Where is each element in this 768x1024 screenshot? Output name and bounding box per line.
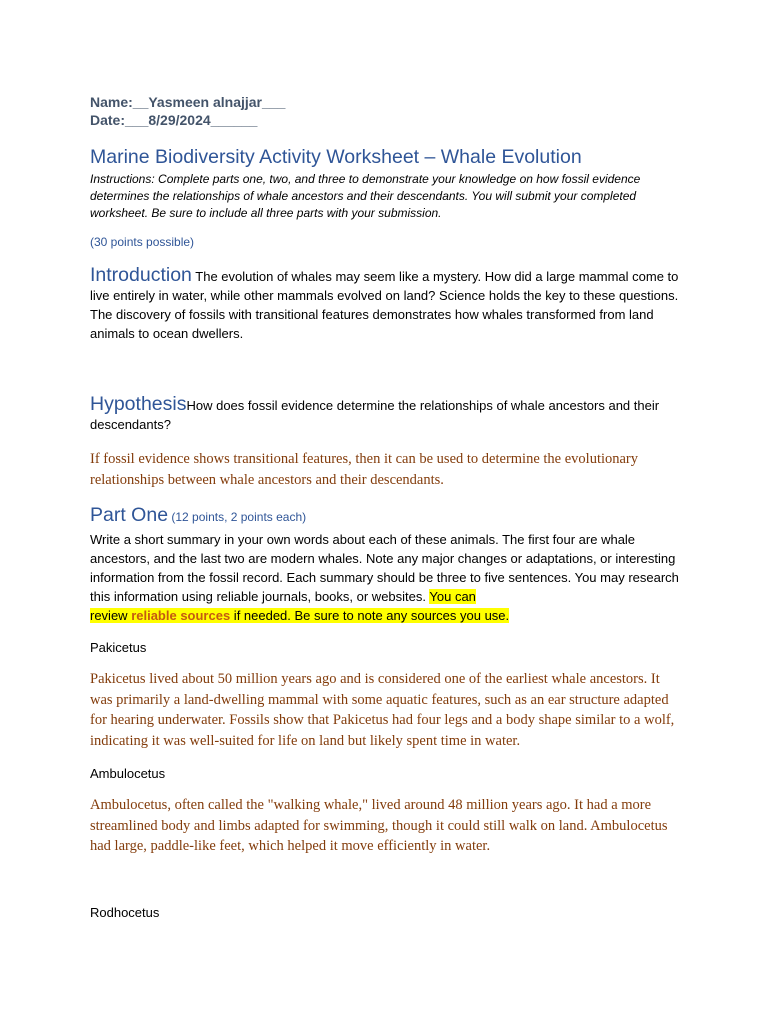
hypothesis-heading: Hypothesis	[90, 393, 187, 415]
animal-summary-ambulocetus: Ambulocetus, often called the "walking whale," lived around 48 million years ago. It had a more streamlined body and limbs adapted for swimming, though it could still walk on land. Ambulocetus had large, paddle-like feet, which helped it move efficiently in water.	[90, 797, 668, 854]
part-one-points: (12 points, 2 points each)	[168, 510, 307, 524]
hypothesis-section	[90, 395, 680, 434]
date-line: Date:___8/29/2024______	[90, 112, 258, 128]
animal-name-ambulocetus: Ambulocetus	[90, 766, 166, 781]
instructions-text: Instructions: Complete parts one, two, and three to demonstrate your knowledge on how fossil evidence determines the relationships of whale ancestors and their descendants. You will submit your completed worksheet. Be sure to include all three parts with your submission.	[90, 172, 641, 220]
part-one-heading-line	[90, 506, 680, 527]
animal-name-rodhocetus: Rodhocetus	[90, 905, 160, 920]
worksheet-title: Marine Biodiversity Activity Worksheet – Whale Evolution	[90, 146, 582, 168]
introduction-section	[90, 266, 680, 343]
hypothesis-question: How does fossil evidence determine the relationships of whale ancestors and their descendants?	[90, 398, 660, 432]
reliable-sources-link[interactable]: reliable sources	[131, 608, 231, 623]
hypothesis-answer: If fossil evidence shows transitional features, then it can be used to determine the evolutionary relationships between whale ancestors and their descendants.	[90, 451, 639, 488]
name-line: Name:__Yasmeen alnajjar___	[90, 94, 286, 110]
points-possible: (30 points possible)	[90, 235, 195, 249]
introduction-heading: Introduction	[90, 264, 192, 286]
part-one-heading: Part One	[90, 504, 169, 526]
introduction-text: The evolution of whales may seem like a mystery. How did a large mammal come to live entirely in water, while other mammals evolved on land? Science holds the key to these questions. The discovery of fossils with transitional features demonstrates how whales transformed from land animals to ocean dwellers.	[90, 269, 679, 341]
part-one-instructions	[90, 530, 680, 625]
highlight-text-2: review	[90, 608, 132, 623]
highlight-text-1: You can	[429, 589, 476, 604]
part-one-text: Write a short summary in your own words about each of these animals. The first four are whale ancestors, and the last two are modern whales. Note any major changes or adaptations, or interesting information from the fossil record. Each summary should be three to five sentences. You may research this information using reliable journals, books, or websites.	[90, 532, 679, 604]
animal-summary-pakicetus: Pakicetus lived about 50 million years ago and is considered one of the earliest whale ancestors. It was primarily a land-dwelling mammal with some aquatic features, such as an ear structure adapted for hearing underwater. Fossils show that Pakicetus had four legs and a body shape similar to a wolf, indicating it was well-suited for life on land but likely spent time in water.	[90, 671, 675, 749]
highlight-text-3: if needed. Be sure to note any sources you use.	[230, 608, 510, 623]
animal-name-pakicetus: Pakicetus	[90, 640, 147, 655]
